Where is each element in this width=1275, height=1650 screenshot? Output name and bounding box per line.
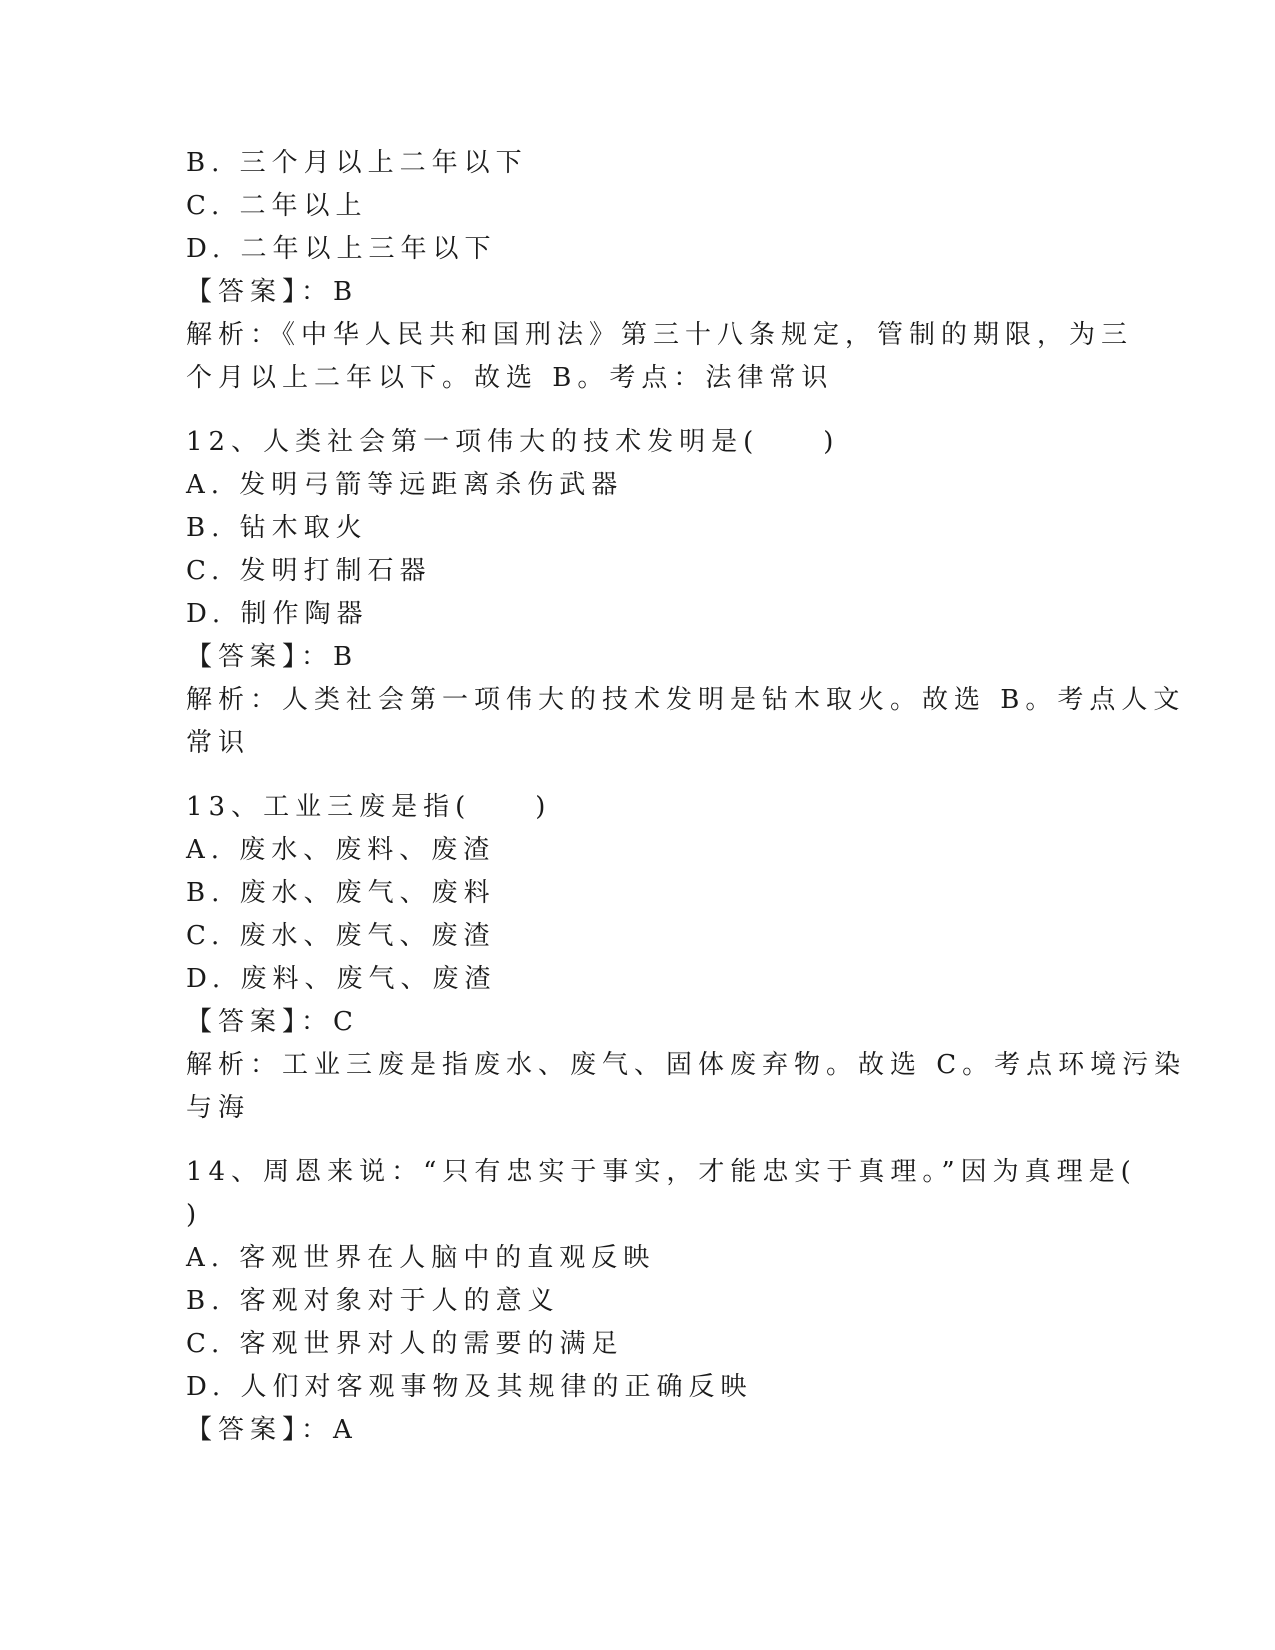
q13-analysis-line2: 与海 (186, 1093, 251, 1123)
q12-analysis-line2: 常识 (186, 728, 251, 758)
q12-option-b: B. 钻木取火 (186, 513, 368, 543)
q13-option-c: C. 废水、废气、废渣 (186, 921, 496, 951)
q11-option-b: B. 三个月以上二年以下 (186, 148, 528, 178)
q11-option-c: C. 二年以上 (186, 191, 368, 221)
document-page (186, 142, 1187, 1452)
q13-question: 13、工业三废是指( ) (186, 792, 552, 822)
q12-option-d: D. 制作陶器 (186, 599, 369, 629)
q13-answer: 【答案】：C (186, 1007, 359, 1037)
q13-analysis-line1: 解析：工业三废是指废水、废气、固体废弃物。故选 C。考点环境污染 (186, 1050, 1187, 1080)
q11-analysis-line2: 个月以上二年以下。故选 B。考点：法律常识 (186, 363, 834, 393)
q14-option-b: B. 客观对象对于人的意义 (186, 1286, 560, 1316)
q12-option-a: A. 发明弓箭等远距离杀伤武器 (186, 470, 624, 500)
spacer (186, 1130, 1086, 1151)
q14-question-line1: 14、周恩来说：“只有忠实于事实，才能忠实于真理。”因为真理是( (186, 1157, 1137, 1187)
q11-option-d: D. 二年以上三年以下 (186, 234, 497, 264)
q13-option-b: B. 废水、废气、废料 (186, 878, 496, 908)
spacer (186, 765, 1086, 786)
q13-option-a: A. 废水、废料、废渣 (186, 835, 496, 865)
q14-option-d: D. 人们对客观事物及其规律的正确反映 (186, 1372, 753, 1402)
q12-question: 12、人类社会第一项伟大的技术发明是( ) (186, 427, 840, 457)
q11-analysis-line1: 解析：《中华人民共和国刑法》第三十八条规定，管制的期限，为三 (186, 320, 1134, 350)
spacer (186, 400, 1086, 421)
q14-answer: 【答案】：A (186, 1415, 358, 1445)
q12-option-c: C. 发明打制石器 (186, 556, 432, 586)
q14-option-c: C. 客观世界对人的需要的满足 (186, 1329, 624, 1359)
q13-option-d: D. 废料、废气、废渣 (186, 964, 497, 994)
q11-answer: 【答案】：B (186, 277, 359, 307)
q14-question-line2: ) (186, 1200, 203, 1230)
q12-analysis-line1: 解析：人类社会第一项伟大的技术发明是钻木取火。故选 B。考点人文 (186, 685, 1186, 715)
q12-answer: 【答案】：B (186, 642, 359, 672)
q14-option-a: A. 客观世界在人脑中的直观反映 (186, 1243, 656, 1273)
